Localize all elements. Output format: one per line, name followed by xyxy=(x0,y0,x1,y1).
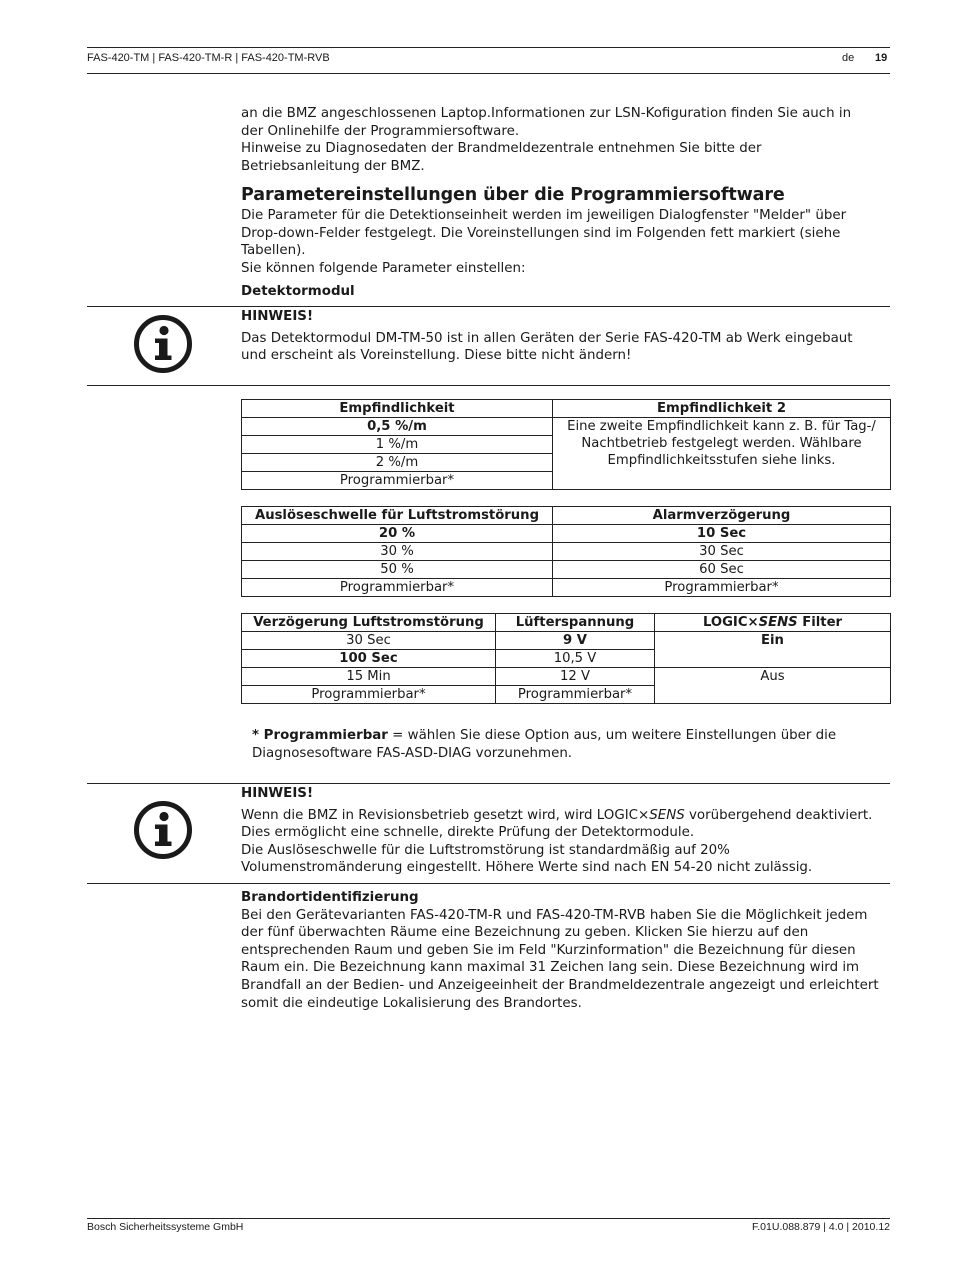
table-cell: Aus xyxy=(655,668,891,704)
table-cell: 12 V xyxy=(496,668,655,686)
table-cell: 100 Sec xyxy=(242,650,496,668)
table-empfindlichkeit xyxy=(241,399,891,490)
header-title: FAS-420-TM | FAS-420-TM-R | FAS-420-TM-RVB xyxy=(87,52,330,64)
header-bottom-rule xyxy=(87,73,890,74)
header-top-rule xyxy=(87,47,890,48)
section-line: Die Parameter für die Detektionseinheit werden im jeweiligen Dialogfenster "Melder" über xyxy=(241,208,847,223)
description-line: Nachtbetrieb festgelegt werden. Wählbare xyxy=(581,436,862,451)
table-header-logicsens xyxy=(655,614,891,632)
note1-line: Das Detektormodul DM-TM-50 ist in allen Geräten der Serie FAS-420-TM ab Werk eingebaut xyxy=(241,330,853,346)
table-header: Lüfterspannung xyxy=(496,614,655,632)
table-cell: Programmierbar* xyxy=(242,686,496,704)
note2-body xyxy=(241,785,893,877)
footnote-bold: * Programmierbar xyxy=(252,728,388,743)
brand-line: somit die eindeutige Lokalisierung des Brandortes. xyxy=(241,995,582,1011)
header-part: LOGIC× xyxy=(702,615,759,630)
note2-label: HINWEIS! xyxy=(241,786,314,801)
intro-paragraph xyxy=(241,105,893,175)
note2-line: Dies ermöglicht eine schnelle, direkte Prüfung der Detektormodule. xyxy=(241,825,695,841)
subhead-brandort: Brandortidentifizierung xyxy=(241,890,419,905)
intro-line: Hinweise zu Diagnosedaten der Brandmeldezentrale entnehmen Sie bitte der xyxy=(241,141,762,157)
table-header: Alarmverzögerung xyxy=(553,507,891,525)
footer-docinfo: F.01U.088.879 | 4.0 | 2010.12 xyxy=(752,1221,890,1233)
table-cell: 30 Sec xyxy=(242,632,496,650)
table-cell: 2 %/m xyxy=(242,454,553,472)
table-cell: 9 V xyxy=(496,632,655,650)
note2-part-italic: SENS xyxy=(649,807,685,823)
note2-bottom-rule xyxy=(87,883,890,884)
note2-line: Volumenstromänderung eingestellt. Höhere Werte sind nach EN 54-20 nicht zulässig. xyxy=(241,860,813,876)
footnote-rest: = wählen Sie diese Option aus, um weitere Einstellungen über die xyxy=(387,728,837,743)
table-cell: Ein xyxy=(655,632,891,668)
table-cell: 30 % xyxy=(242,543,553,561)
section-title: Parametereinstellungen über die Programmiersoftware xyxy=(241,185,785,205)
table-cell: 50 % xyxy=(242,561,553,579)
table-luftstrom xyxy=(241,613,891,704)
footnote-line: Diagnosesoftware FAS-ASD-DIAG vorzunehmen. xyxy=(252,745,573,761)
subhead-detektormodul: Detektormodul xyxy=(241,284,355,300)
footnote xyxy=(252,727,892,762)
table-cell: Programmierbar* xyxy=(242,472,553,490)
note1-label: HINWEIS! xyxy=(241,309,314,324)
info-icon xyxy=(133,800,193,860)
table-cell: 30 Sec xyxy=(553,543,891,561)
table-cell: Programmierbar* xyxy=(553,579,891,597)
table-ausloeseschwelle xyxy=(241,506,891,597)
section-brandort xyxy=(241,889,893,1012)
table-header: Empfindlichkeit xyxy=(242,400,553,418)
table-cell: 1 %/m xyxy=(242,436,553,454)
table-cell: Programmierbar* xyxy=(496,686,655,704)
header-part: Filter xyxy=(797,615,843,630)
footer-rule xyxy=(87,1218,890,1219)
header-language: de xyxy=(842,52,855,64)
brand-line: Brandfall an der Bedien- und Anzeigeeinheit der Brandmeldezentrale angezeigt und erleichtert xyxy=(241,977,879,993)
header-part-italic: SENS xyxy=(758,615,798,630)
brand-line: der fünf überwachten Räume eine Bezeichnung zu geben. Klicken Sie hierzu auf den xyxy=(241,925,809,941)
intro-line: an die BMZ angeschlossenen Laptop.Informationen zur LSN-Kofiguration finden Sie auch in xyxy=(241,106,852,121)
table-cell: 10 Sec xyxy=(553,525,891,543)
note2-top-rule xyxy=(87,783,890,784)
note1-top-rule xyxy=(87,306,890,307)
note2-part: Wenn die BMZ in Revisionsbetrieb gesetzt wird, wird LOGIC× xyxy=(241,807,650,823)
table-cell-description xyxy=(553,418,891,490)
intro-line: der Onlinehilfe der Programmiersoftware. xyxy=(241,123,520,139)
footer-company: Bosch Sicherheitssysteme GmbH xyxy=(87,1221,244,1233)
description-line: Empfindlichkeitsstufen siehe links. xyxy=(607,453,836,468)
table-cell: Programmierbar* xyxy=(242,579,553,597)
table-cell: 10,5 V xyxy=(496,650,655,668)
note1-line: und erscheint als Voreinstellung. Diese bitte nicht ändern! xyxy=(241,348,632,364)
table-cell: 0,5 %/m xyxy=(242,418,553,436)
section-line: Drop-down-Felder festgelegt. Die Voreinstellungen sind im Folgenden fett markiert (siehe xyxy=(241,225,841,241)
note2-line xyxy=(241,807,893,825)
description-line: Eine zweite Empfindlichkeit kann z. B. für Tag-/ xyxy=(567,419,876,434)
brand-line: Bei den Gerätevarianten FAS-420-TM-R und FAS-420-TM-RVB haben Sie die Möglichkeit jedem xyxy=(241,907,868,923)
note2-part: vorübergehend deaktiviert. xyxy=(684,807,873,823)
section-parameters xyxy=(241,185,893,301)
table-cell: 15 Min xyxy=(242,668,496,686)
section-line: Tabellen). xyxy=(241,243,306,259)
note1-bottom-rule xyxy=(87,385,890,386)
note2-line: Die Auslöseschwelle für die Luftstromstörung ist standardmäßig auf 20% xyxy=(241,842,730,858)
table-header: Auslöseschwelle für Luftstromstörung xyxy=(242,507,553,525)
table-header: Verzögerung Luftstromstörung xyxy=(242,614,496,632)
brand-line: entsprechenden Raum und geben Sie im Feld "Kurzinformation" die Bezeichnung für diesen xyxy=(241,942,856,958)
footnote-line xyxy=(252,727,892,745)
intro-line: Betriebsanleitung der BMZ. xyxy=(241,158,425,174)
info-icon xyxy=(133,314,193,374)
section-line: Sie können folgende Parameter einstellen: xyxy=(241,260,526,276)
table-cell: 20 % xyxy=(242,525,553,543)
brand-line: Raum ein. Die Bezeichnung kann maximal 31 Zeichen lang sein. Diese Bezeichnung wird im xyxy=(241,960,860,976)
header-page-number: 19 xyxy=(875,52,888,64)
note1-body xyxy=(241,308,893,365)
table-header: Empfindlichkeit 2 xyxy=(553,400,891,418)
table-cell: 60 Sec xyxy=(553,561,891,579)
